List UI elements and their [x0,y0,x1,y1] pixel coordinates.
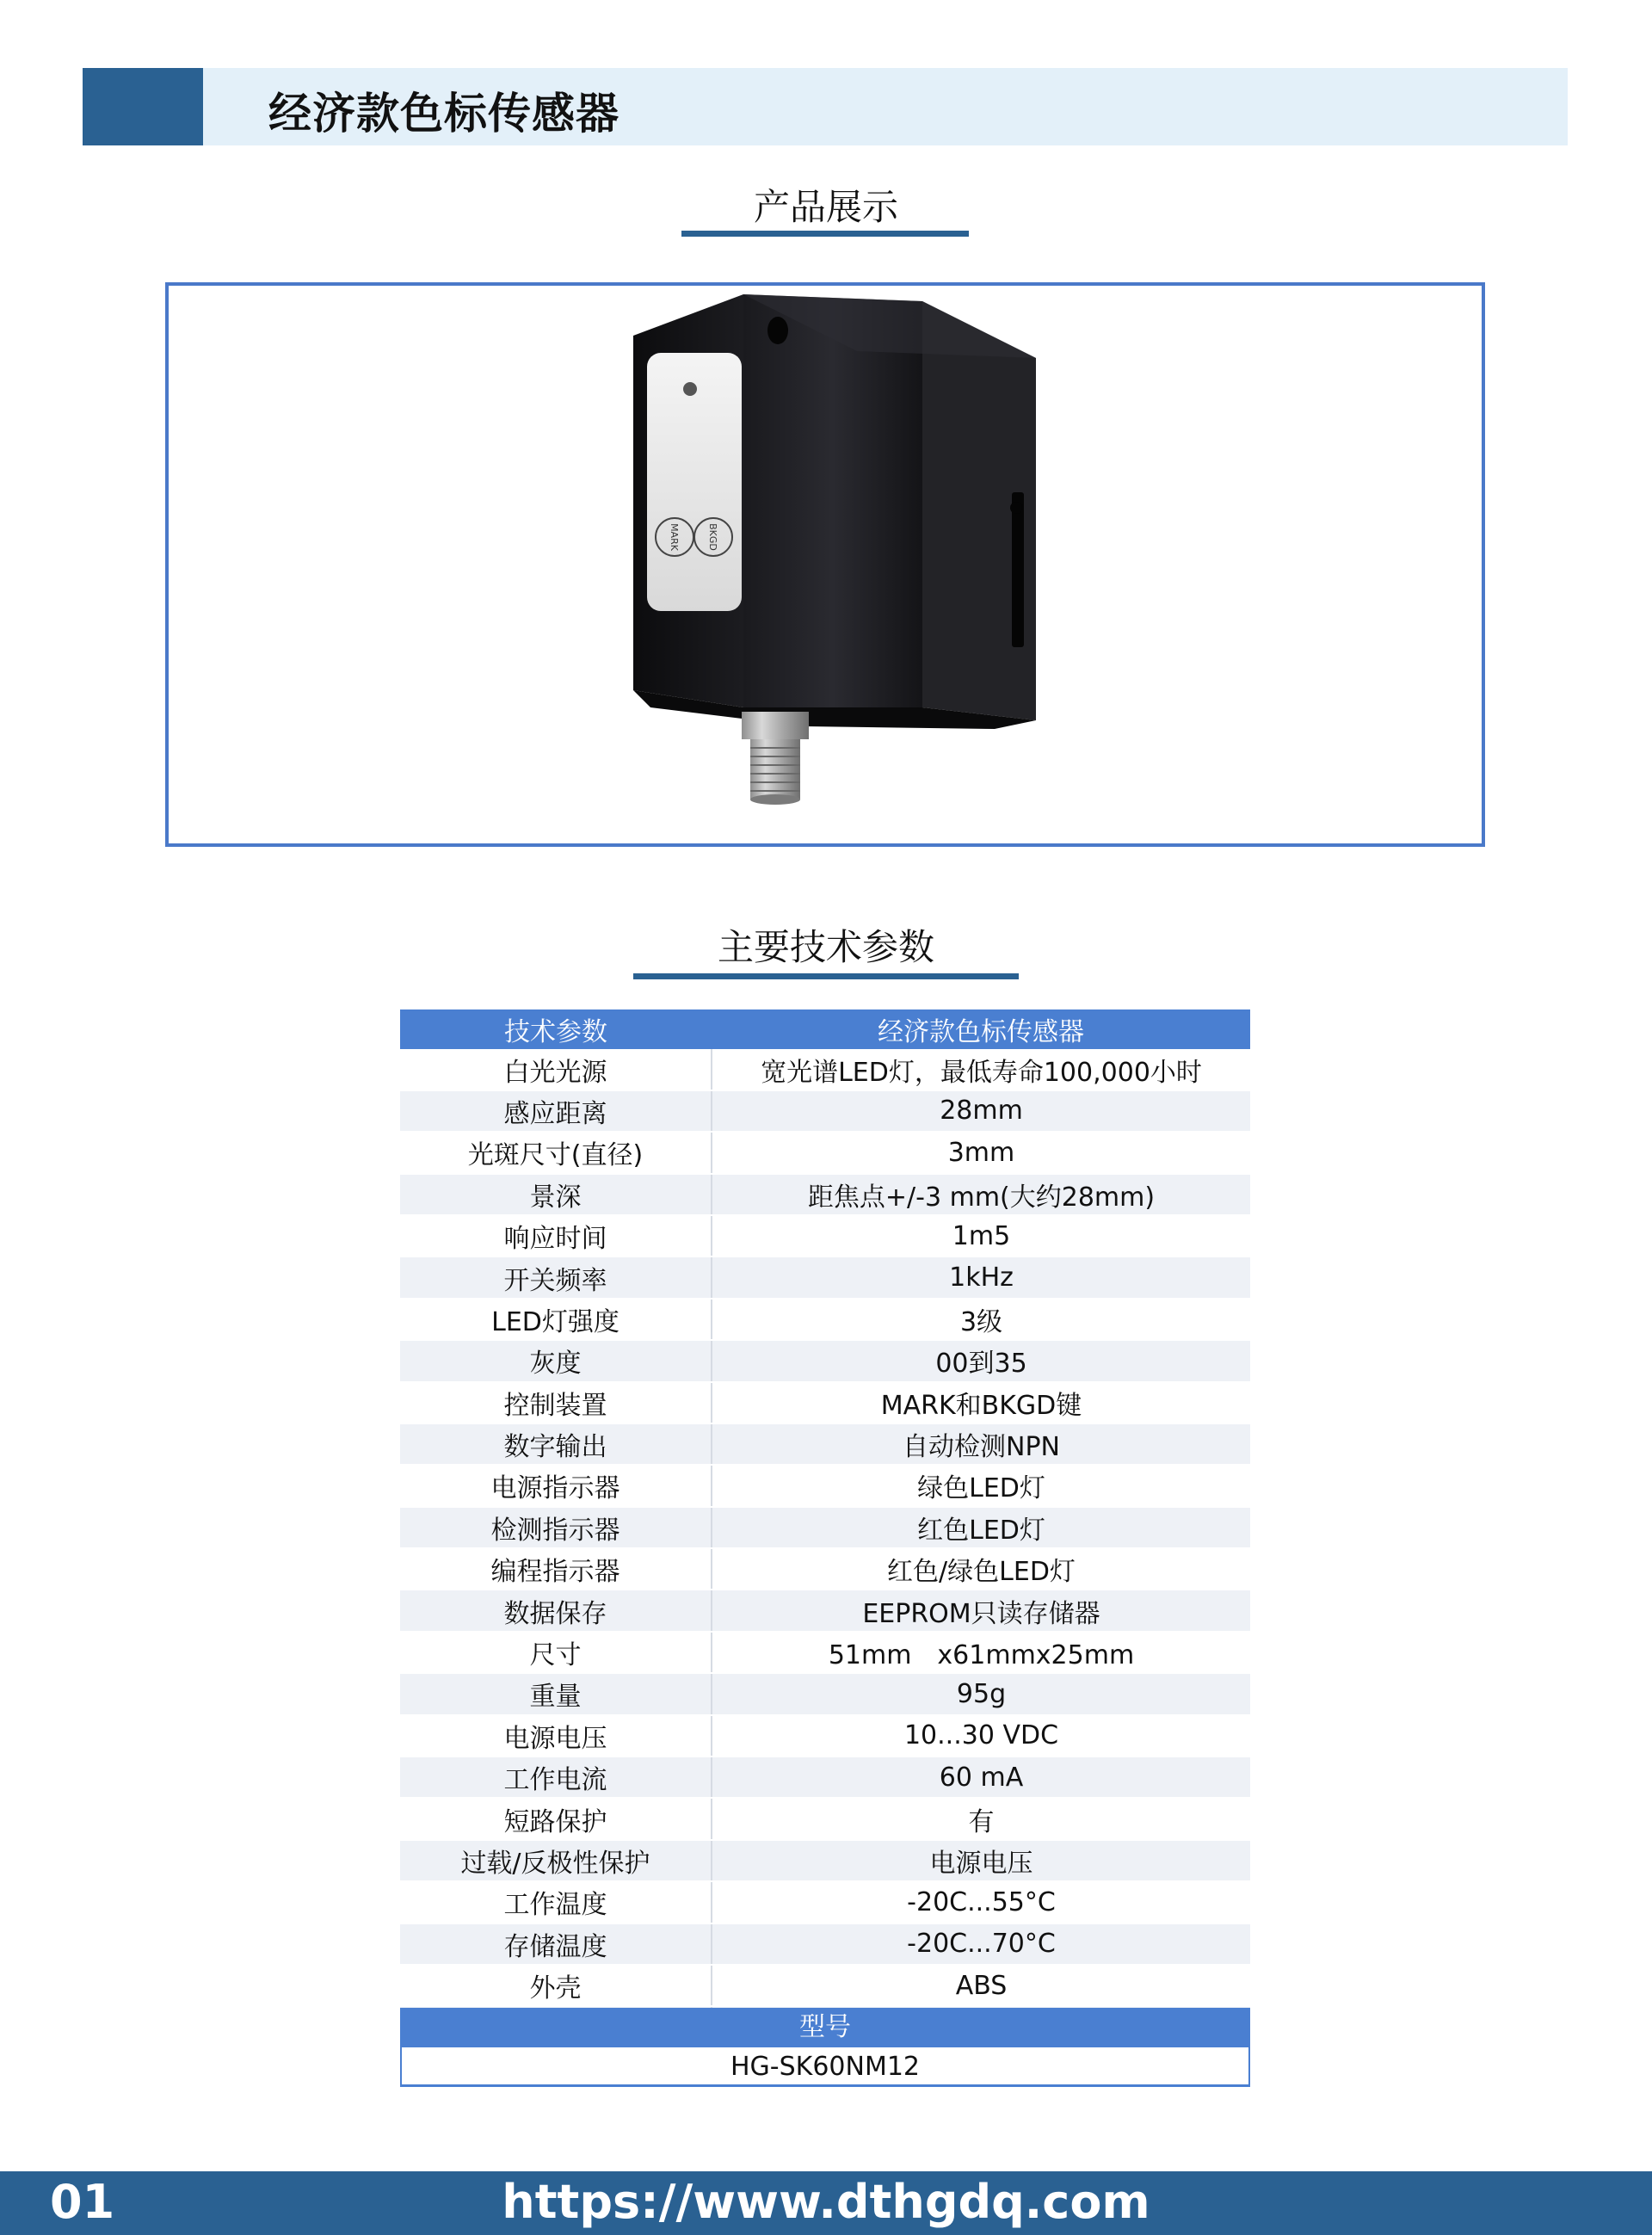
spec-value-cell: 宽光谱LED灯，最低寿命100,000小时 [712,1049,1250,1090]
table-row [400,1049,1250,1090]
table-row [400,1632,1250,1673]
sensor-product-image [169,286,1482,843]
spec-parameter-cell: 景深 [400,1174,712,1215]
page-title: 经济款色标传感器 [268,89,620,139]
header-accent-block [83,68,203,145]
spec-value-cell: 有 [712,1798,1250,1839]
spec-parameter-cell: 开关频率 [400,1256,712,1298]
spec-value-cell: 10...30 VDC [712,1715,1250,1757]
model-box [400,2008,1250,2087]
spec-parameter-cell: 电源指示器 [400,1465,712,1506]
table-row [400,1465,1250,1506]
spec-parameter-cell: 工作电流 [400,1757,712,1798]
spec-parameter-cell: 检测指示器 [400,1507,712,1548]
spec-value-cell: 距焦点+/-3 mm(大约28mm) [712,1174,1250,1215]
spec-value-cell: MARK和BKGD键 [712,1382,1250,1423]
table-row [400,1923,1250,1965]
spec-value-cell: ABS [712,1965,1250,2006]
svg-text:MARK: MARK [669,523,680,551]
table-row [400,1590,1250,1631]
table-row [400,1715,1250,1757]
product-image-frame [165,282,1485,847]
spec-value-cell: 95g [712,1673,1250,1714]
spec-value-cell: 60 mA [712,1757,1250,1798]
specs-section-underline [633,973,1019,979]
spec-value-cell: 自动检测NPN [712,1423,1250,1465]
spec-parameter-cell: 响应时间 [400,1215,712,1256]
spec-value-cell: 1kHz [712,1256,1250,1298]
table-row [400,1215,1250,1256]
table-row [400,1507,1250,1548]
table-row [400,1840,1250,1881]
table-row [400,1423,1250,1465]
svg-text:BKGD: BKGD [707,523,718,551]
spec-value-cell: 红色LED灯 [712,1507,1250,1548]
table-row [400,1881,1250,1923]
spec-value-cell: 3mm [712,1132,1250,1173]
table-row [400,1340,1250,1381]
spec-parameter-cell: 白光光源 [400,1049,712,1090]
spec-value-cell: -20C...70°C [712,1923,1250,1965]
spec-parameter-cell: 数字输出 [400,1423,712,1465]
spec-value-cell: 3级 [712,1299,1250,1340]
table-header-row [400,1009,1250,1049]
spec-parameter-cell: 过载/反极性保护 [400,1840,712,1881]
header-cell-product: 经济款色标传感器 [712,1009,1250,1049]
table-row [400,1132,1250,1173]
table-row [400,1256,1250,1298]
spec-value-cell: 00到35 [712,1340,1250,1381]
spec-parameter-cell: 外壳 [400,1965,712,2006]
spec-value-cell: 51mm x61mmx25mm [712,1632,1250,1673]
spec-value-cell: 电源电压 [712,1840,1250,1881]
spec-parameter-cell: 数据保存 [400,1590,712,1631]
spec-parameter-cell: 电源电压 [400,1715,712,1757]
table-row [400,1757,1250,1798]
footer-url: https://www.dthgdq.com [502,2175,1150,2229]
product-section-title: 产品展示 [753,186,898,228]
spec-parameter-cell: 感应距离 [400,1090,712,1132]
model-value: HG-SK60NM12 [400,2047,1250,2087]
spec-parameter-cell: 工作温度 [400,1881,712,1923]
spec-parameter-cell: 重量 [400,1673,712,1714]
spec-table [400,1009,1250,2049]
table-row [400,1673,1250,1714]
spec-parameter-cell: 光斑尺寸(直径) [400,1132,712,1173]
table-row [400,1965,1250,2006]
spec-value-cell: -20C...55°C [712,1881,1250,1923]
spec-parameter-cell: LED灯强度 [400,1299,712,1340]
model-label: 型号 [400,2008,1250,2047]
spec-value-cell: 红色/绿色LED灯 [712,1548,1250,1590]
header-cell-parameter: 技术参数 [400,1009,712,1049]
spec-parameter-cell: 编程指示器 [400,1548,712,1590]
spec-value-cell: 28mm [712,1090,1250,1132]
spec-value-cell: 绿色LED灯 [712,1465,1250,1506]
spec-parameter-cell: 存储温度 [400,1923,712,1965]
spec-parameter-cell: 短路保护 [400,1798,712,1839]
table-row [400,1798,1250,1839]
product-section-underline [681,231,969,237]
spec-value-cell: EEPROM只读存储器 [712,1590,1250,1631]
spec-parameter-cell: 灰度 [400,1340,712,1381]
spec-parameter-cell: 尺寸 [400,1632,712,1673]
table-row [400,1299,1250,1340]
table-row [400,1090,1250,1132]
table-row [400,1548,1250,1590]
page-number: 01 [50,2175,115,2229]
spec-parameter-cell: 控制装置 [400,1382,712,1423]
table-row [400,1174,1250,1215]
table-row [400,1382,1250,1423]
specs-section-title: 主要技术参数 [717,926,934,968]
spec-value-cell: 1m5 [712,1215,1250,1256]
